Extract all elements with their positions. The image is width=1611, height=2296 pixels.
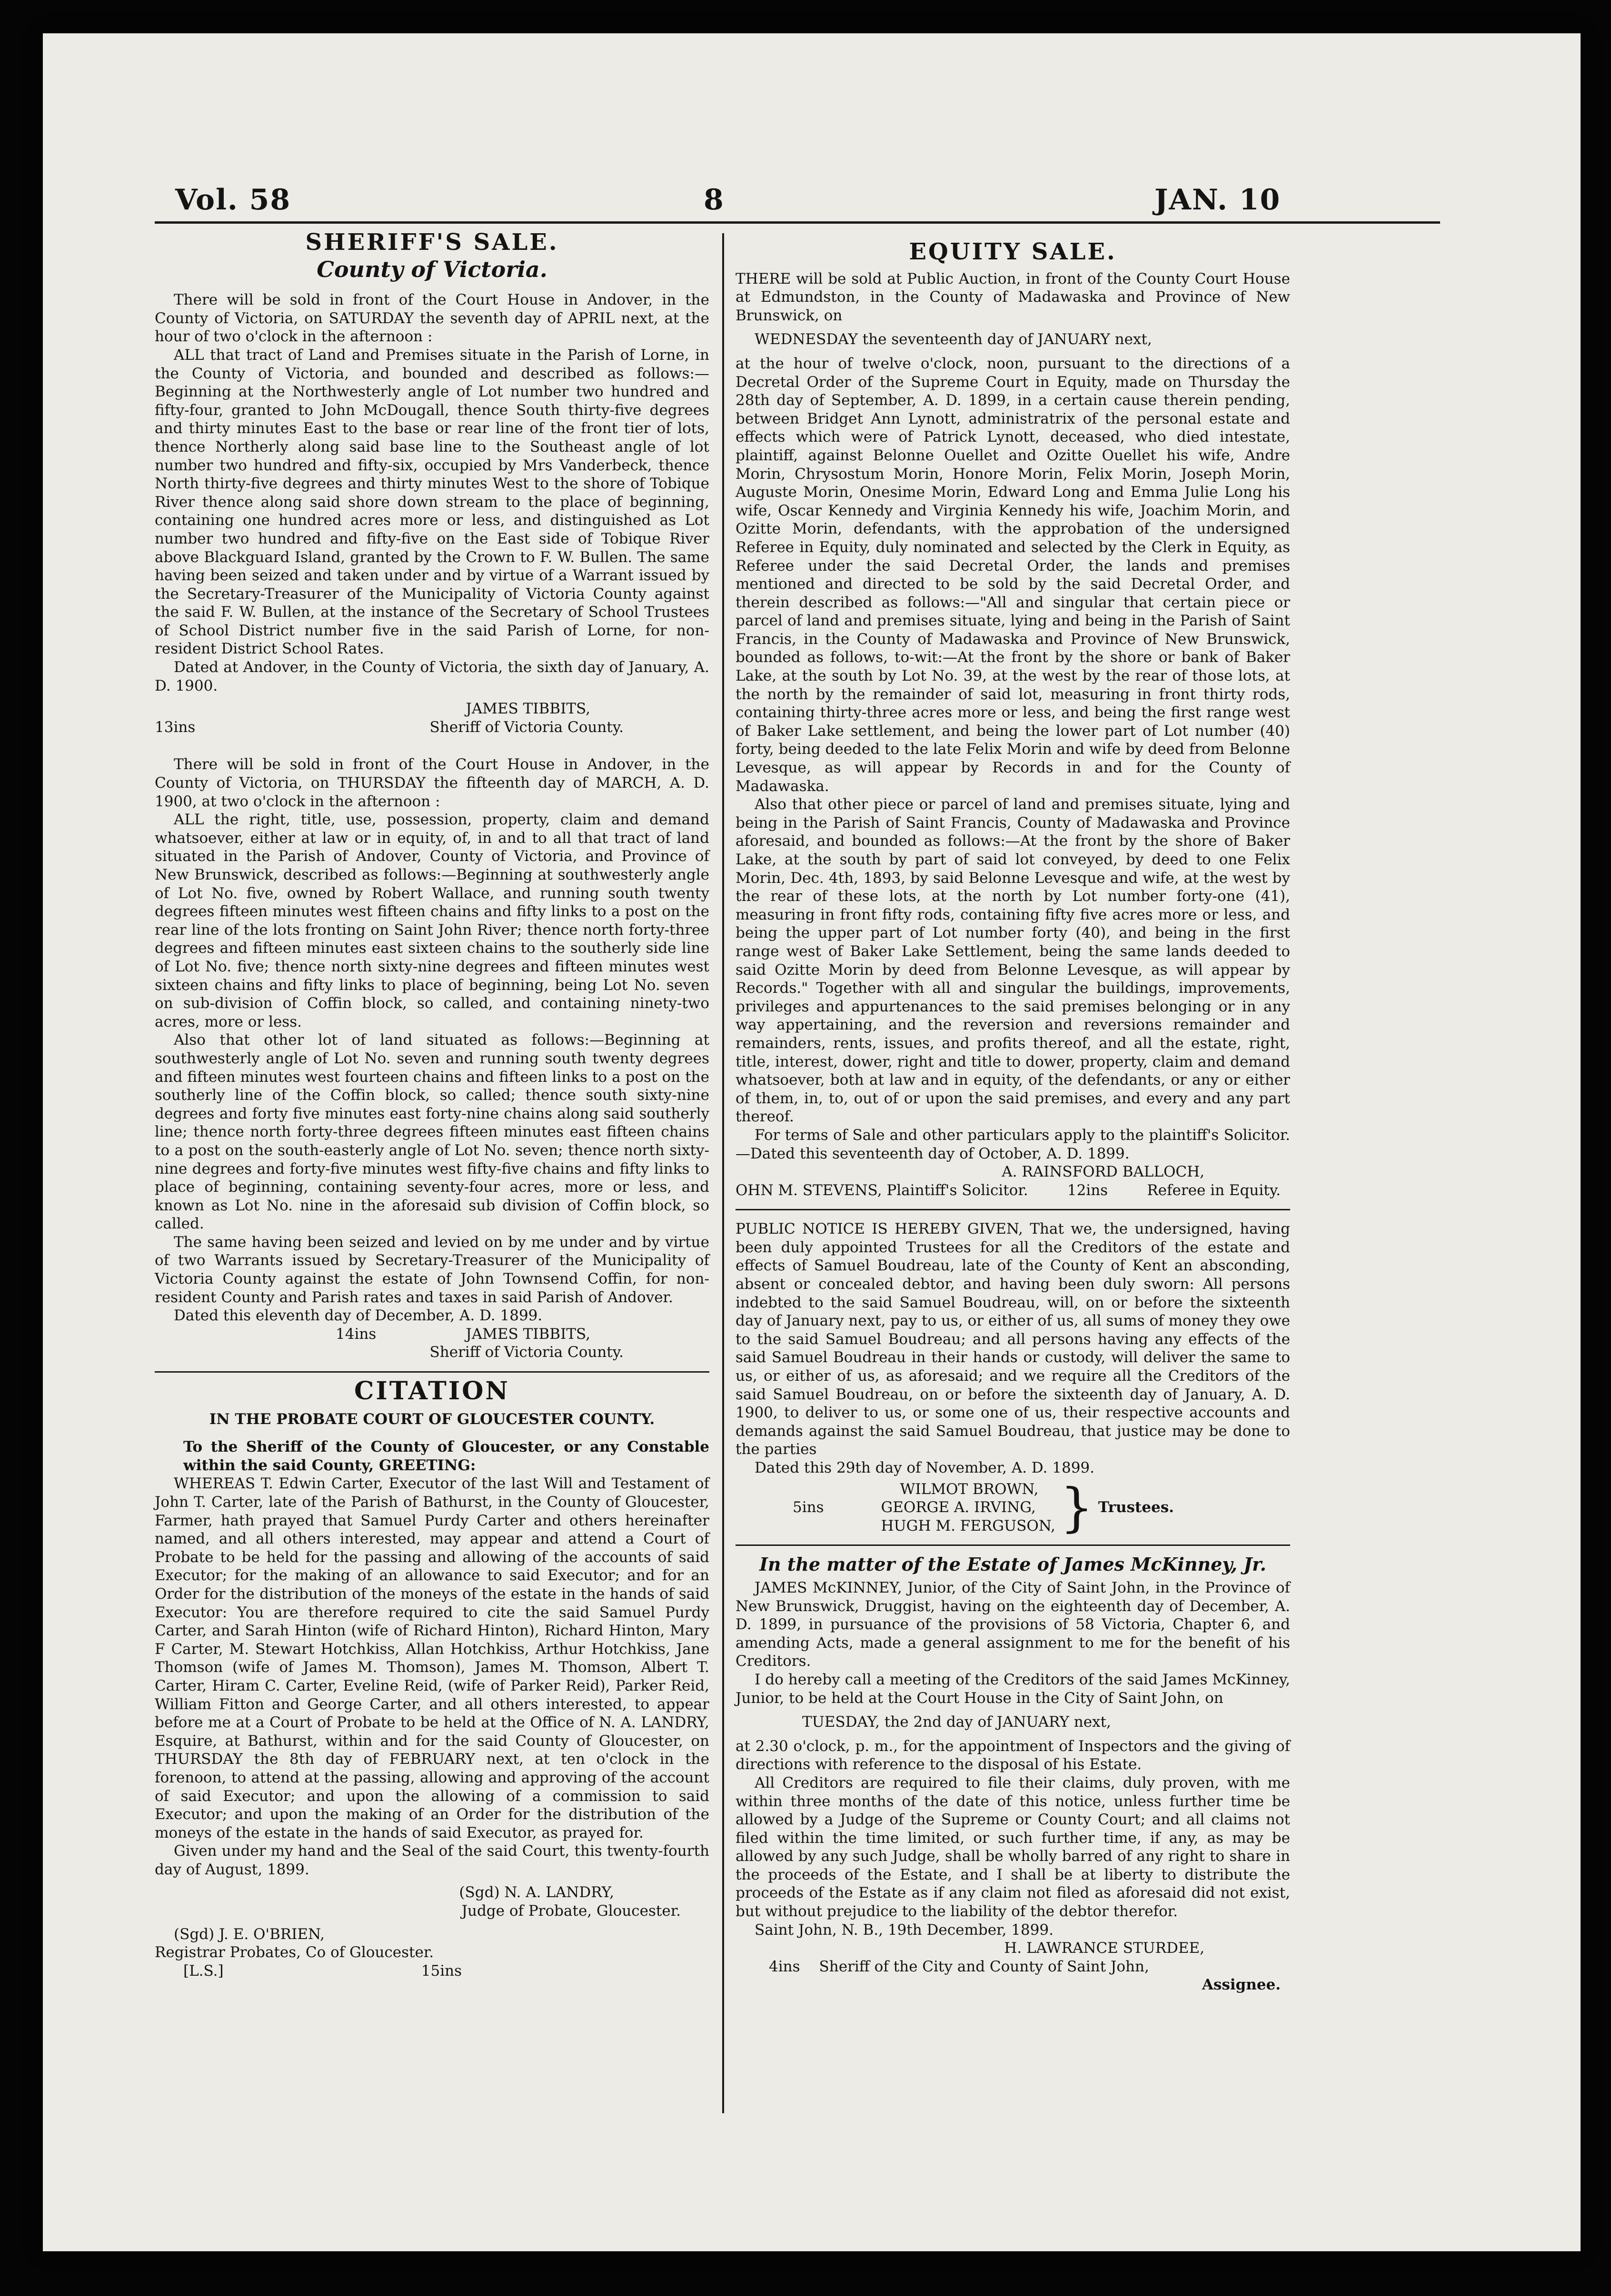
citation-title: CITATION — [354, 1376, 510, 1406]
trustee-brown: WILMOT BROWN, — [900, 1480, 1039, 1498]
ins-13: 13ins — [155, 718, 196, 736]
assignee-label: Assignee. — [1202, 1976, 1281, 1994]
masthead-rule — [155, 221, 1440, 224]
landry-signature: (Sgd) N. A. LANDRY, — [459, 1884, 614, 1901]
equity-date-line: WEDNESDAY the seventeenth day of JANUARY next, — [755, 331, 1152, 348]
citation-body: WHEREAS T. Edwin Carter, Executor of the last Will and Testament of John T. Carter, late of the Parish of Bathurst, in the County of Gloucester, Farmer, hath prayed that Samuel Purdy Carter and others hereinafter named, and all others interested, may appear and attend a Court of Probate to be held for the passing and allowing of the accounts of said Executor; for the making of an allowance to said Executor; and for an Order for the distribution of the moneys of the estate in the hands of said Executor: You are therefore required to cite the said Samuel Purdy Carter, and Sarah Hinton (wife of Richard Hinton), Richard Hinton, Mary F Carter, M. Stewart Hotchkiss, Allan Hotchkiss, Arthur Hotchkiss, Jane Thomson (wife of James M. Thomson), James M. Thomson, Albert T. Carter, Hiram C. Carter, Eveline Reid, (wife of Parker Reid), Parker Reid, William Fitton and George Carter, and all others interested, to appear before me at a Court of Probate to be held at the Office of N. A. LANDRY, Esquire, at Bathurst, within and for the said County of Gloucester, on THURSDAY the 8th day of FEBRUARY next, at ten o'clock in the forenoon, to attend at the passing, allowing and approving of the account of said Executor; and upon the allowing of a commission to said Executor; and upon the making of an Order for the distribution of the moneys of the estate in the hands of said Executor, as prayed for. — [155, 1475, 709, 1841]
sale1-dated: Dated at Andover, in the County of Victoria, the sixth day of January, A. D. 1900. — [155, 659, 709, 694]
volume-number: Vol. 58 — [175, 183, 291, 217]
seal-mark: [L.S.] — [183, 1962, 224, 1979]
sheriffs-sale-title: SHERIFF'S SALE. — [305, 229, 559, 256]
equity-sale-title: EQUITY SALE. — [909, 238, 1117, 265]
sale2-seizure: The same having been seized and levied on by me under and by virtue of two Warrants issued by Secretary-Treasurer of the Municipality of Victoria County against the estate of John Townsend Coffin, for non-resident County and Parish rates and taxes in said Parish of Andover. — [155, 1233, 709, 1306]
mckinney-assignment: JAMES McKINNEY, Junior, of the City of Saint John, in the Province of New Brunswick, Druggist, having on the eighteenth day of December, A. D. 1899, in pursuance of the provisions of 58 Victoria, Chapter 6, and amending Acts, made a general assignment to me for the benefit of his Creditors. — [736, 1579, 1290, 1670]
sale2-second-lot: Also that other lot of land situated as follows:—Beginning at southwesterly angle of Lot No. seven and running south twenty degrees and fifteen minutes west fourteen chains and fifteen links to a post on the southerly line of the Coffin block, so called; thence south sixty-nine degrees and forty five minutes east forty-nine chains along said southerly line; thence north forty-three degrees fifteen minutes east fifteen chains to a post on the south-easterly angle of Lot No. seven; thence north sixty-nine degrees and forty-five minutes west fifty-five chains and fifty links to place of beginning, containing seventy-four acres, more or less, and known as Lot No. nine in the aforesaid sub division of Coffin block, so called. — [155, 1031, 709, 1233]
section-rule-2 — [736, 1209, 1290, 1210]
section-rule-3 — [736, 1544, 1290, 1546]
ins-5: 5ins — [793, 1499, 824, 1516]
referee-title: Referee in Equity. — [1147, 1181, 1281, 1199]
public-notice-body: PUBLIC NOTICE IS HEREBY GIVEN, That we, the undersigned, having been duly appointed Trustees for all the Creditors of the estate and effects of Samuel Boudreau, late of the County of Kent an absconding, absent or concealed debtor, and having been duly sworn: All persons indebted to the said Samuel Boudreau, will, on or before the sixteenth day of January next, pay to us, or either of us, all sums of money they owe to the said Samuel Boudreau; and all persons having any effects of the said Samuel Boudreau in their hands or custody, will deliver the same to us, or either of us, as aforesaid; and we require all the Creditors of the said Samuel Boudreau, on or before the sixteenth day of January, A. D. 1900, to deliver to us, or some one of us, their respective accounts and demands against the said Samuel Boudreau, that justice may be done to the parties — [736, 1220, 1290, 1458]
citation-given: Given under my hand and the Seal of the said Court, this twenty-fourth day of August, 1899. — [155, 1842, 709, 1878]
plaintiff-solicitor: OHN M. STEVENS, Plaintiff's Solicitor. — [736, 1181, 1028, 1199]
trustee-ferguson: HUGH M. FERGUSON, — [881, 1517, 1055, 1534]
obrien-signature: (Sgd) J. E. O'BRIEN, — [174, 1925, 325, 1943]
sheriff-signature-1: JAMES TIBBITS, — [466, 700, 590, 718]
judge-title: Judge of Probate, Gloucester. — [461, 1902, 681, 1920]
sale1-description: ALL that tract of Land and Premises situate in the Parish of Lorne, in the County of Victoria, and bounded and described as follows:—Beginning at the Northwesterly angle of Lot number two hundred and fifty-four, granted to John McDougall, thence South thirty-five degrees and thirty minutes East to the base or rear line of the front tier of lots, thence Northerly along said base line to the Southeast angle of lot number two hundred and fifty-six, occupied by Mrs Vanderbeck, thence North thirty-five degrees and thirty minutes West to the shore of Tobique River thence along said shore down stream to the place of beginning, containing one hundred acres more or less, and distinguished as Lot number two hundred and fifty-five on the East side of Tobique River above Blackguard Island, granted by the Crown to F. W. Bullen. The same having been seized and taken under and by virtue of a Warrant issued by the Secretary-Treasurer of the Municipality of Victoria County against the said F. W. Bullen, at the instance of the Secretary of School Trustees of School District number five in the said Parish of Lorne, for non-resident District School Rates. — [155, 346, 709, 658]
trustees-block — [736, 1477, 1290, 1538]
sturdee-signature: H. LAWRANCE STURDEE, — [1004, 1940, 1204, 1957]
section-rule — [155, 1371, 709, 1373]
left-column — [155, 229, 709, 2137]
ins-14: 14ins — [336, 1325, 377, 1343]
referee-signature: A. RAINSFORD BALLOCH, — [1002, 1163, 1204, 1181]
sturdee-title: Sheriff of the City and County of Saint John, — [819, 1958, 1149, 1975]
column-divider — [722, 233, 724, 2113]
brace-glyph: } — [1060, 1477, 1094, 1538]
registrar-title: Registrar Probates, Co of Gloucester. — [155, 1944, 434, 1961]
probate-court-heading: IN THE PROBATE COURT OF GLOUCESTER COUNTY. — [209, 1410, 655, 1428]
sale1-intro: There will be sold in front of the Court House in Andover, in the County of Victoria, on SATURDAY the seventh day of APRIL next, at the hour of two o'clock in the afternoon : — [155, 291, 709, 346]
trustees-label: Trustees. — [1098, 1499, 1174, 1516]
ins-15: 15ins — [421, 1962, 462, 1979]
mckinney-purpose: at 2.30 o'clock, p. m., for the appointment of Inspectors and the giving of directions with reference to the disposal of his Estate. — [736, 1737, 1290, 1773]
county-heading: County of Victoria. — [317, 256, 547, 282]
public-notice-dated: Dated this 29th day of November, A. D. 1899. — [755, 1459, 1094, 1476]
ins-4: 4ins — [769, 1958, 800, 1975]
issue-date: JAN. 10 — [1154, 183, 1281, 217]
equity-order: at the hour of twelve o'clock, noon, pursuant to the directions of a Decretal Order of the Supreme Court in Equity, made on Thursday the 28th day of September, A. D. 1899, in a certain cause therein pending, between Bridget Ann Lynott, administratrix of the personal estate and effects which were of Patrick Lynott, deceased, who died intestate, plaintiff, against Belonne Ouellet and Ozitte Ouellet his wife, Andre Morin, Chrysostum Morin, Honore Morin, Felix Morin, Joseph Morin, Auguste Morin, Onesime Morin, Edward Long and Emma Julie Long his wife, Oscar Kennedy and Virginia Kennedy his wife, Joachim Morin, and Ozitte Morin, defendants, with the approbation of the undersigned Referee in Equity, duly nominated and selected by the Clerk in Equity, as Referee under the said Decretal Order, the lands and premises mentioned and directed to be sold by the said Decretal Order, and therein described as follows:—"All and singular that certain piece or parcel of land and premises situate, lying and being in the Parish of Saint Francis, in the County of Madawaska and Province of New Brunswick, bounded as follows, to-wit:—At the front by the shore or bank of Baker Lake, at the south by Lot No. 39, at the west by the rear of those lots, at the north by the remainder of said lot, measuring in front thirty rods, containing thirty-three acres more or less, and being the first range west of Baker Lake settlement, and being the lower part of Lot number (40) forty, being deeded to the late Felix Morin and wife by deed from Belonne Levesque, as will appear by Records in and for the County of Madawaska. — [736, 355, 1290, 795]
page-number: 8 — [704, 183, 725, 217]
mckinney-meeting: I do hereby call a meeting of the Creditors of the said James McKinney, Junior, to be held at the Court House in the City of Saint John, on — [736, 1671, 1290, 1707]
equity-second-parcel: Also that other piece or parcel of land and premises situate, lying and being in the Parish of Saint Francis, County of Madawaska and Province aforesaid, and bounded as follows:—At the front by the shore of Baker Lake, at the south by part of said lot conveyed, by deed to one Felix Morin, Dec. 4th, 1893, by said Belonne Levesque and wife, at the west by the rear of these lots, at the north by Lot number forty-one (41), measuring in front fifty rods, containing fifty five acres more or less, and being the upper part of Lot number forty (40), and being in the first range west of Baker Lake Settlement, being the same lands deeded to said Ozitte Morin by deed from Belonne Levesque, as will appear by Records." Together with all and singular the buildings, improvements, privileges and appurtenances to the said premises belonging or in any way appertaining, and the reversion and reversions remainder and remainders, rents, issues, and profits thereof, and all the estate, right, title, interest, dower, right and title to dower, property, claim and demand whatsoever, both at law and in equity, of the defendants, or any or either of them, in, to, out of or upon the said premises, and every and any part thereof. — [736, 796, 1290, 1126]
sale2-dated: Dated this eleventh day of December, A. D. 1899. — [174, 1307, 543, 1325]
sale2-intro: There will be sold in front of the Court House in Andover, in the County of Victoria, on THURSDAY the fifteenth day of MARCH, A. D. 1900, at two o'clock in the afternoon : — [155, 756, 709, 810]
mckinney-claims: All Creditors are required to file their claims, duly proven, with me within three months of the date of this notice, unless further time be allowed by a Judge of the Supreme or County Court; and all claims not filed within the time limited, or such further time, if any, as may be allowed by any such Judge, shall be wholly barred of any right to share in the proceeds of the Estate, and I shall be at liberty to distribute the proceeds of the Estate as if any claim not filed as aforesaid did not exist, but without prejudice to the liability of the debtor therefor. — [736, 1774, 1290, 1920]
trustee-irving: GEORGE A. IRVING, — [881, 1499, 1036, 1516]
sheriff-title-1: Sheriff of Victoria County. — [429, 718, 624, 736]
equity-intro: THERE will be sold at Public Auction, in front of the County Court House at Edmundston, in the County of Madawaska and Province of New Brunswick, on — [736, 270, 1290, 324]
citation-address: To the Sheriff of the County of Gloucester, or any Constable within the said County, GREETING: — [183, 1438, 709, 1474]
sheriff-signature-2: JAMES TIBBITS, — [466, 1325, 590, 1343]
sheriff-title-2: Sheriff of Victoria County. — [429, 1344, 624, 1361]
ins-12: 12ins — [1067, 1181, 1108, 1199]
mckinney-title: In the matter of the Estate of James McKinney, Jr. — [759, 1554, 1266, 1575]
mckinney-place-date: Saint John, N. B., 19th December, 1899. — [755, 1921, 1054, 1939]
sale2-description: ALL the right, title, use, possession, property, claim and demand whatsoever, either at law or in equity, of, in and to all that tract of land situated in the Parish of Andover, County of Victoria, and Province of New Brunswick, described as follows:—Beginning at southwesterly angle of Lot No. five, owned by Robert Wallace, and running south twenty degrees fifteen minutes west fifteen chains and fifty links to a post on the rear line of the lots fronting on Saint John River; thence north forty-three degrees and fifteen minutes east sixteen chains to the southerly side line of Lot No. five; thence north sixty-nine degrees and fifteen minutes west sixteen chains and fifty links to place of beginning, being Lot No. seven on sub-division of Coffin block, so called, and containing ninety-two acres, more or less. — [155, 811, 709, 1030]
mckinney-date-line: TUESDAY, the 2nd day of JANUARY next, — [802, 1713, 1111, 1731]
equity-terms: For terms of Sale and other particulars apply to the plaintiff's Solicitor.—Dated this seventeenth day of October, A. D. 1899. — [736, 1126, 1290, 1162]
right-column — [736, 238, 1290, 2147]
